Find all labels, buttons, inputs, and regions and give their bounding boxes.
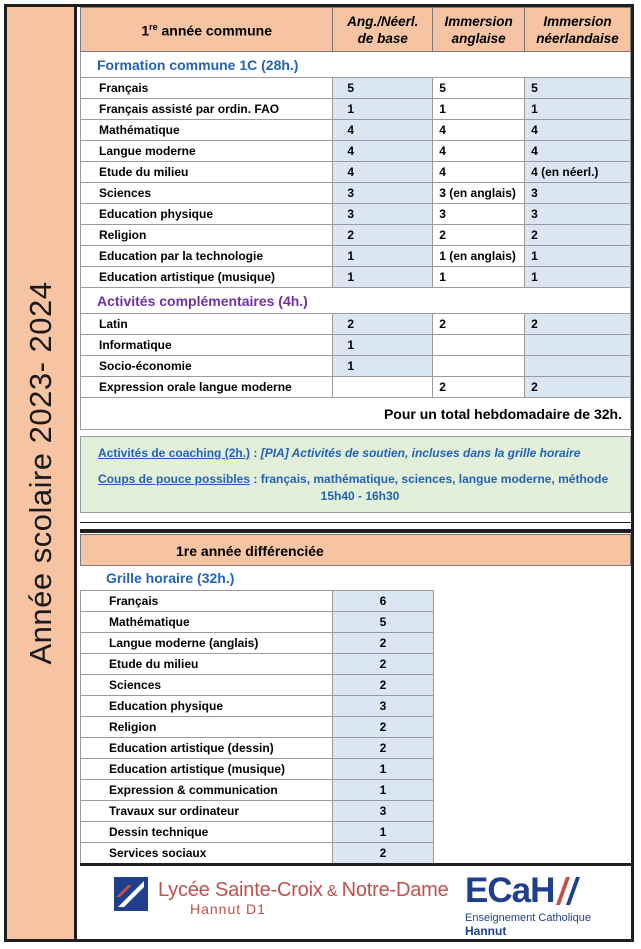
table-row [81, 183, 631, 204]
ecah-letters: ECaH [465, 871, 555, 910]
hours-base: 4 [333, 120, 433, 141]
hours-base: 3 [333, 183, 433, 204]
table-row [81, 633, 434, 654]
hours-value: 5 [333, 612, 434, 633]
coaching-box [80, 436, 631, 513]
header-col-base-line2: de base [357, 30, 408, 46]
header-year-number: 1 [141, 22, 150, 39]
hours-dutch: 2 [525, 314, 631, 335]
subject-label: Sciences [81, 675, 333, 696]
table-row [81, 78, 631, 99]
table-row [81, 225, 631, 246]
table-row [81, 356, 631, 377]
hours-value: 1 [333, 780, 434, 801]
hours-value: 3 [333, 801, 434, 822]
hours-base: 1 [333, 267, 433, 288]
table-row [81, 822, 434, 843]
subject-label: Education par la technologie [81, 246, 333, 267]
subject-label: Expression & communication [81, 780, 333, 801]
hours-base: 2 [333, 314, 433, 335]
header-year-text: année commune [157, 22, 272, 39]
lycee-subtitle: Hannut D1 [190, 901, 266, 917]
table-row [81, 246, 631, 267]
subject-label: Français [81, 591, 333, 612]
hours-dutch: 1 [525, 246, 631, 267]
subject-label: Mathématique [81, 120, 333, 141]
subject-label: Français assisté par ordin. FAO [81, 99, 333, 120]
table-row [81, 780, 434, 801]
subject-label: Latin [81, 314, 333, 335]
table-row [81, 120, 631, 141]
hours-english: 1 [433, 267, 525, 288]
table-row [81, 267, 631, 288]
header-year-common [81, 8, 333, 52]
hours-dutch: 2 [525, 225, 631, 246]
section-common-row [81, 52, 631, 78]
subject-label: Informatique [81, 335, 333, 356]
table-row [81, 204, 631, 225]
table-row [81, 612, 434, 633]
header-col-base [333, 8, 433, 52]
header-col-dutch-line1: Immersion [543, 13, 612, 29]
hours-dutch: 4 (en néerl.) [525, 162, 631, 183]
coaching-description: [PIA] Activités de soutien, incluses dans la grille horaire [260, 446, 581, 460]
table-row [81, 696, 434, 717]
subject-label: Etude du milieu [81, 162, 333, 183]
table-row [81, 377, 631, 398]
hours-base: 3 [333, 204, 433, 225]
subject-label: Etude du milieu [81, 654, 333, 675]
hours-base [333, 377, 433, 398]
section-complementary-row [81, 288, 631, 314]
hours-value: 2 [333, 633, 434, 654]
table-row [81, 335, 631, 356]
hours-english: 5 [433, 78, 525, 99]
hours-dutch [525, 356, 631, 377]
hours-english: 1 [433, 99, 525, 120]
ecah-stripes-icon [552, 877, 584, 905]
subject-label: Travaux sur ordinateur [81, 801, 333, 822]
subject-label: Dessin technique [81, 822, 333, 843]
hours-value: 2 [333, 654, 434, 675]
section-common-title: Formation commune 1C (28h.) [81, 52, 631, 78]
side-title: Année scolaire 2023- 2024 [22, 281, 58, 665]
hours-dutch: 1 [525, 267, 631, 288]
ecah-city: Hannut [465, 924, 507, 938]
hours-dutch [525, 335, 631, 356]
hours-english: 2 [433, 314, 525, 335]
subject-label: Expression orale langue moderne [81, 377, 333, 398]
differentiated-header: 1re année différenciée [80, 534, 631, 566]
hours-dutch: 3 [525, 204, 631, 225]
hours-value: 1 [333, 822, 434, 843]
subject-label: Education artistique (dessin) [81, 738, 333, 759]
subject-label: Education physique [81, 696, 333, 717]
table-row [81, 141, 631, 162]
hours-value: 3 [333, 696, 434, 717]
subject-label: Education artistique (musique) [81, 759, 333, 780]
hours-english: 1 (en anglais) [433, 246, 525, 267]
hours-english: 3 (en anglais) [433, 183, 525, 204]
hours-value: 6 [333, 591, 434, 612]
hours-dutch: 4 [525, 141, 631, 162]
ecah-logo [461, 871, 621, 939]
subject-label: Religion [81, 225, 333, 246]
table-row [81, 591, 434, 612]
hours-english: 3 [433, 204, 525, 225]
hours-base: 1 [333, 335, 433, 356]
footer-logos [80, 863, 631, 943]
header-year-sup: re [149, 22, 158, 33]
lycee-name-part1: Lycée Sainte-Croix [158, 879, 323, 901]
table-row [81, 675, 434, 696]
lycee-logo [114, 877, 449, 927]
hours-dutch: 5 [525, 78, 631, 99]
hours-value: 2 [333, 843, 434, 864]
table-row [81, 314, 631, 335]
boost-hours: 15h40 - 16h30 [320, 489, 400, 503]
side-banner [7, 7, 77, 939]
hours-dutch: 3 [525, 183, 631, 204]
hours-value: 2 [333, 675, 434, 696]
hours-english: 2 [433, 225, 525, 246]
coaching-colon: : [250, 446, 261, 460]
hours-base: 4 [333, 162, 433, 183]
coaching-line-2 [98, 471, 622, 488]
subject-label: Education physique [81, 204, 333, 225]
coaching-link[interactable]: Activités de coaching (2h.) [98, 446, 251, 460]
section-separator-bar [80, 529, 631, 533]
hours-value: 1 [333, 759, 434, 780]
common-year-table [80, 7, 631, 430]
table-row [81, 843, 434, 864]
hours-dutch: 2 [525, 377, 631, 398]
subject-label: Education artistique (musique) [81, 267, 333, 288]
weekly-total-text: Pour un total hebdomadaire de 32h. [81, 398, 631, 430]
hours-dutch: 4 [525, 120, 631, 141]
subject-label: Sciences [81, 183, 333, 204]
header-col-english [433, 8, 525, 52]
header-col-dutch-line2: néerlandaise [536, 30, 619, 46]
hours-base: 4 [333, 141, 433, 162]
table-row [81, 738, 434, 759]
hours-base: 5 [333, 78, 433, 99]
hours-dutch: 1 [525, 99, 631, 120]
hours-base: 1 [333, 99, 433, 120]
hours-english [433, 335, 525, 356]
table-row [81, 759, 434, 780]
table-row [81, 99, 631, 120]
table-row [81, 717, 434, 738]
subject-label: Mathématique [81, 612, 333, 633]
subject-label: Socio-économie [81, 356, 333, 377]
hours-english: 4 [433, 141, 525, 162]
boost-subjects: : français, mathématique, sciences, langue moderne, méthode [250, 472, 609, 486]
lycee-emblem-icon [114, 877, 148, 911]
lycee-name-part2: Notre-Dame [341, 879, 449, 901]
lycee-name-amp: & [322, 883, 342, 900]
hours-base: 1 [333, 246, 433, 267]
header-col-english-line2: anglaise [451, 30, 506, 46]
section-complementary-title: Activités complémentaires (4h.) [81, 288, 631, 314]
header-col-dutch [525, 8, 631, 52]
boost-link[interactable]: Coups de pouce possibles [98, 472, 251, 486]
ecah-subtitle: Enseignement Catholique [465, 912, 591, 924]
header-col-english-line1: Immersion [444, 13, 513, 29]
differentiated-table [80, 590, 434, 864]
hours-base: 1 [333, 356, 433, 377]
grille-title: Grille horaire (32h.) [106, 570, 235, 586]
coaching-line-1 [98, 445, 622, 462]
subject-label: Services sociaux [81, 843, 333, 864]
table-row [81, 162, 631, 183]
hours-base: 2 [333, 225, 433, 246]
lycee-name [158, 879, 449, 902]
hours-value: 2 [333, 717, 434, 738]
table-row [81, 654, 434, 675]
hours-english: 4 [433, 162, 525, 183]
hours-english [433, 356, 525, 377]
subject-label: Langue moderne [81, 141, 333, 162]
table-row [81, 801, 434, 822]
hours-english: 2 [433, 377, 525, 398]
header-col-base-line1: Ang./Néerl. [347, 13, 419, 29]
hours-english: 4 [433, 120, 525, 141]
subject-label: Langue moderne (anglais) [81, 633, 333, 654]
subject-label: Religion [81, 717, 333, 738]
hours-value: 2 [333, 738, 434, 759]
subject-label: Français [81, 78, 333, 99]
total-row [81, 398, 631, 430]
table-header-row [81, 8, 631, 52]
